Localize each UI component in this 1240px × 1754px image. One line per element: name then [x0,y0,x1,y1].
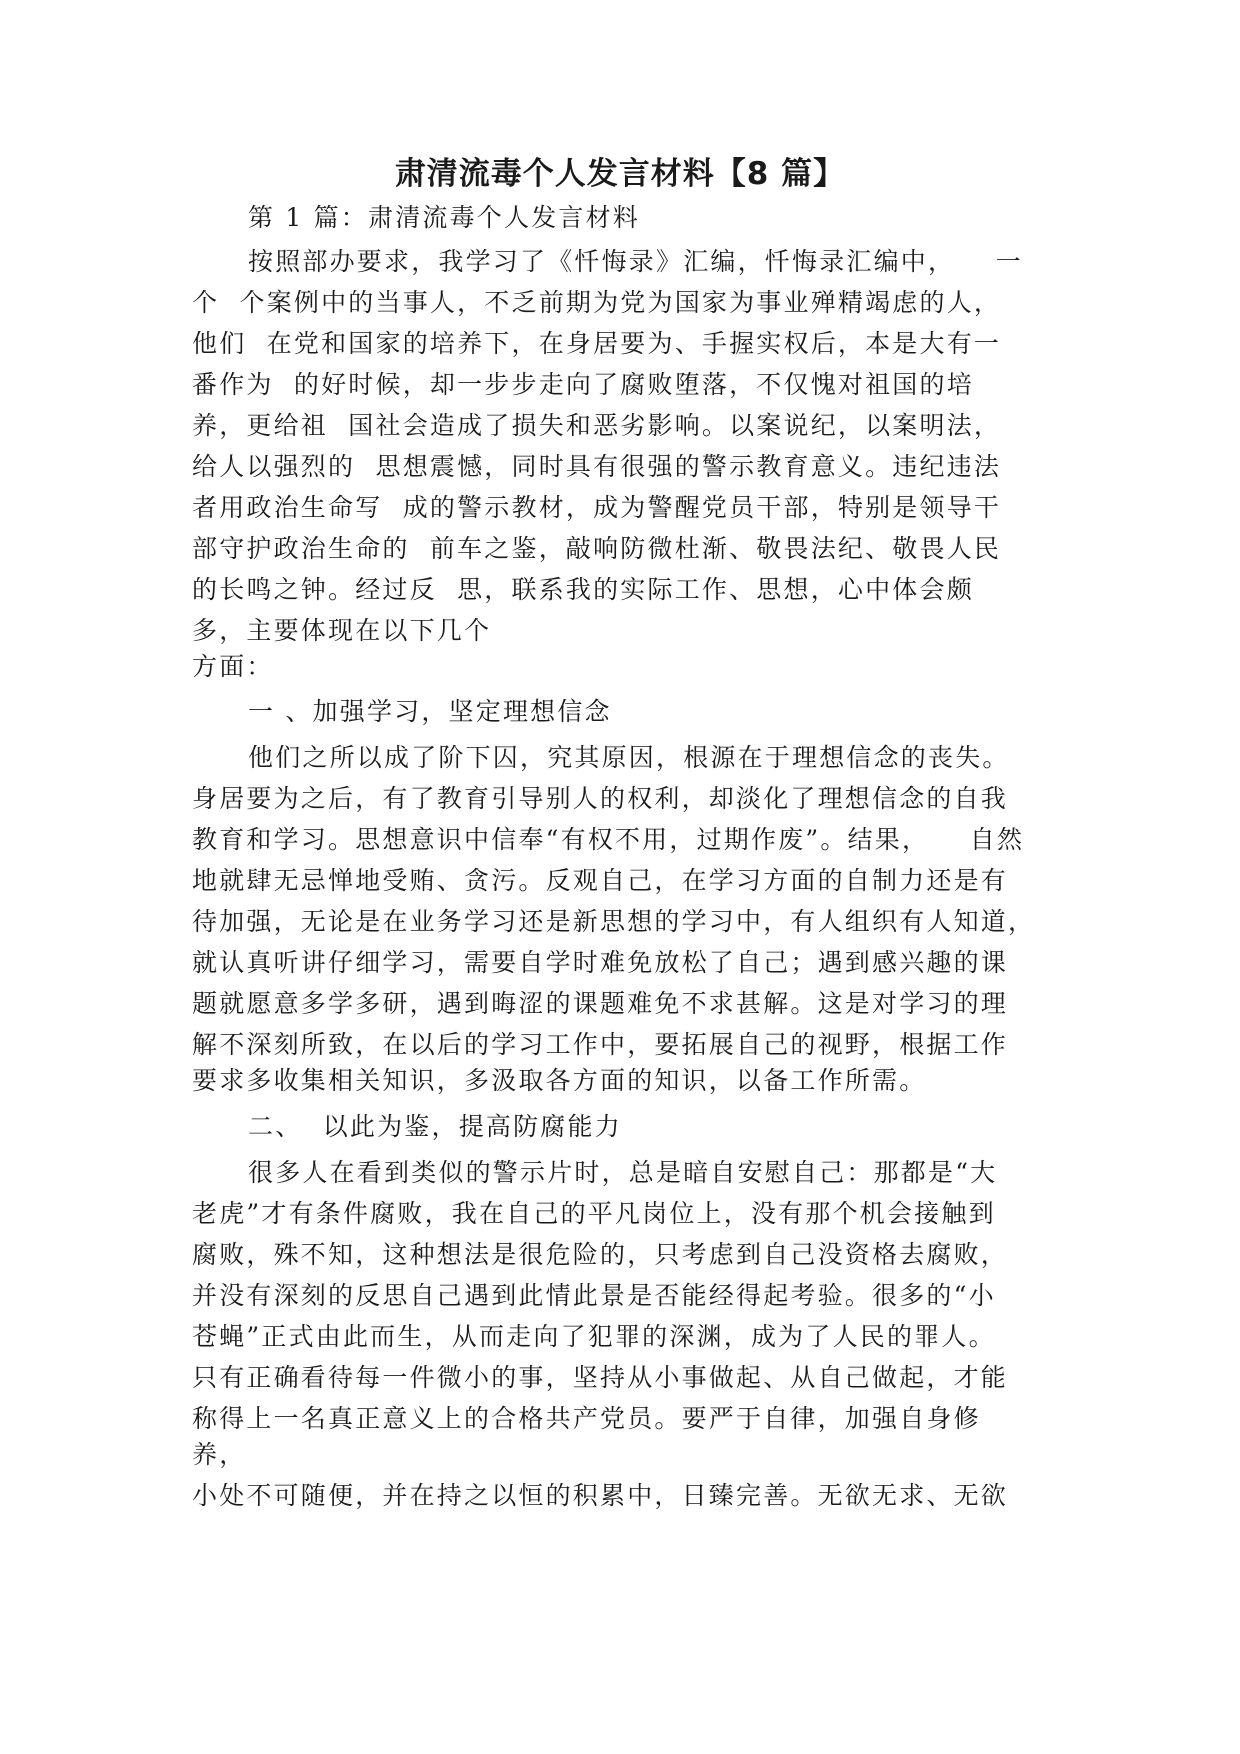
paragraph-line: 个 个案例中的当事人，不乏前期为党为国家为事业殚精竭虑的人， [192,288,1002,317]
paragraph-line: 要求多收集相关知识，多汲取各方面的知识，以备工作所需。 [192,1066,927,1095]
paragraph-line: 养，更给祖 国社会造成了损失和恶劣影响。以案说纪，以案明法， [192,411,1002,440]
paragraph-line: 并没有深刻的反思自己遇到此情此景是否能经得起考验。很多的“小 [192,1281,996,1310]
section-heading-part-1: 第 1 篇：肃清流毒个人发言材料 [248,203,641,232]
paragraph-line: 只有正确看待每一件微小的事，坚持从小事做起、从自己做起，才能 [192,1363,1009,1392]
paragraph-line: 他们 在党和国家的培养下，在身居要为、手握实权后，本是大有一 [192,329,1002,358]
paragraph-line: 很多人在看到类似的警示片时，总是暗自安慰自己：那都是“大 [248,1158,998,1187]
paragraph-line: 给人以强烈的 思想震憾，同时具有很强的警示教育意义。违纪违法 [192,452,1002,481]
document-title: 肃清流毒个人发言材料【8 篇】 [394,156,846,192]
paragraph-line: 就认真听讲仔细学习，需要自学时难免放松了自己；遇到感兴趣的课 [192,948,1009,977]
paragraph-line: 待加强，无论是在业务学习还是新思想的学习中，有人组织有人知道， [192,907,1036,936]
section-heading-2: 二、 以此为鉴，提高防腐能力 [248,1112,622,1141]
paragraph-line: 小处不可随便，并在持之以恒的积累中，日臻完善。无欲无求、无欲 [192,1481,1009,1510]
paragraph-line: 的长鸣之钟。经过反 思，联系我的实际工作、思想，心中体会颇 [192,575,974,604]
paragraph-line: 解不深刻所致，在以后的学习工作中，要拓展自己的视野，根据工作 [192,1030,1009,1059]
paragraph-line: 多，主要体现在以下几个 [192,616,492,645]
paragraph-line: 方面： [192,652,274,681]
paragraph-line: 养， [192,1440,247,1469]
paragraph-line: 题就愿意多学多研，遇到晦涩的课题难免不求甚解。这是对学习的理 [192,989,1009,1018]
paragraph-line: 他们之所以成了阶下囚，究其原因，根源在于理想信念的丧失。 [248,743,1010,772]
paragraph-line: 教育和学习。思想意识中信奉“有权不用，过期作废”。结果， 自然 [192,825,1025,854]
paragraph-line: 地就肆无忌惮地受贿、贪污。反观自己，在学习方面的自制力还是有 [192,866,1009,895]
section-heading-1: 一 、加强学习，坚定理想信念 [248,697,612,726]
paragraph-line: 腐败，殊不知，这种想法是很危险的，只考虑到自己没资格去腐败， [192,1240,1009,1269]
paragraph-line: 番作为 的好时候，却一步步走向了腐败堕落，不仅愧对祖国的培 [192,370,974,399]
paragraph-line: 者用政治生命写 成的警示教材，成为警醒党员干部，特别是领导干 [192,493,1002,522]
paragraph-line: 称得上一名真正意义上的合格共产党员。要严于自律，加强自身修 [192,1404,981,1433]
paragraph-line: 部守护政治生命的 前车之鉴，敲响防微杜渐、敬畏法纪、敬畏人民 [192,534,1002,563]
paragraph-line: 老虎”才有条件腐败，我在自己的平凡岗位上，没有那个机会接触到 [192,1199,996,1228]
paragraph-line: 按照部办要求，我学习了《忏悔录》汇编，忏悔录汇编中， 一 [248,247,1023,276]
paragraph-line: 身居要为之后，有了教育引导别人的权利，却淡化了理想信念的自我 [192,784,1009,813]
paragraph-line: 苍蝇”正式由此而生，从而走向了犯罪的深渊，成为了人民的罪人。 [192,1322,996,1351]
